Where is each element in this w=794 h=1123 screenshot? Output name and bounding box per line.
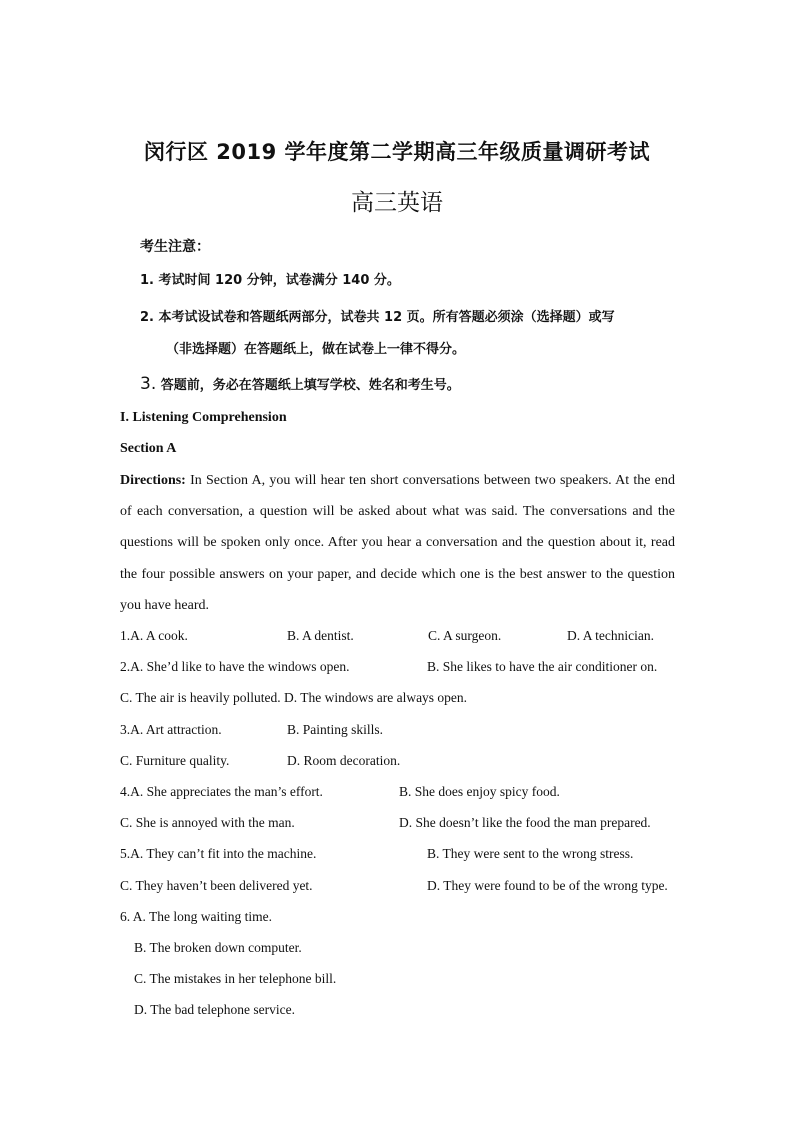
directions-text: In Section A, you will hear ten short conversations between two speakers. At the end of each conversation, a question will be asked about what was said. The conversations and the questions will be spoken only once. After you hear a conversation and the question about it, read the four possible answers on your paper, and decide which one is the best answer to the question you have heard. xyxy=(120,473,675,613)
q1-option-d: D. A technician. xyxy=(567,628,654,643)
q2-options-c-d: C. The air is heavily polluted. D. The windows are always open. xyxy=(120,690,468,705)
q2-option-a: 2.A. She’d like to have the windows open. xyxy=(120,659,350,674)
q1-option-b: B. A dentist. xyxy=(287,628,354,643)
directions-paragraph xyxy=(120,465,675,621)
section-a-heading: Section A xyxy=(120,441,177,456)
notice-item-3 xyxy=(140,374,460,394)
q3-option-b: B. Painting skills. xyxy=(287,722,384,737)
q3-option-a: 3.A. Art attraction. xyxy=(120,722,222,737)
q6-option-a: 6. A. The long waiting time. xyxy=(120,909,272,924)
q3-option-c: C. Furniture quality. xyxy=(120,753,230,768)
q3-option-d: D. Room decoration. xyxy=(287,753,401,768)
q5-option-b: B. They were sent to the wrong stress. xyxy=(427,846,634,861)
q6-option-c: C. The mistakes in her telephone bill. xyxy=(134,971,337,986)
q2-option-b: B. She likes to have the air conditioner on. xyxy=(427,659,658,674)
notice-item-1: 1. 考试时间 120 分钟，试卷满分 140 分。 xyxy=(140,273,400,288)
q6-option-b: B. The broken down computer. xyxy=(134,940,302,955)
q6-option-d: D. The bad telephone service. xyxy=(134,1002,295,1017)
q5-option-a: 5.A. They can’t fit into the machine. xyxy=(120,846,317,861)
q1-option-a: 1.A. A cook. xyxy=(120,628,188,643)
notice-item-2-line-2: （非选择题）在答题纸上，做在试卷上一律不得分。 xyxy=(166,342,466,357)
exam-subtitle: 高三英语 xyxy=(351,190,443,216)
part-heading: I. Listening Comprehension xyxy=(120,410,287,425)
notice-item-2-line-1: 2. 本考试设试卷和答题纸两部分，试卷共 12 页。所有答题必须涂（选择题）或写 xyxy=(140,310,615,325)
exam-title: 闵行区 2019 学年度第二学期高三年级质量调研考试 xyxy=(143,140,651,164)
directions-label: Directions: xyxy=(120,473,186,488)
q4-option-b: B. She does enjoy spicy food. xyxy=(399,784,560,799)
q4-option-a: 4.A. She appreciates the man’s effort. xyxy=(120,784,323,799)
notice-heading: 考生注意： xyxy=(140,239,210,255)
notice-item-3-number: 3. xyxy=(140,374,157,394)
q1-option-c: C. A surgeon. xyxy=(428,628,502,643)
q4-option-d: D. She doesn’t like the food the man prepared. xyxy=(399,815,651,830)
notice-item-3-text: 答题前，务必在答题纸上填写学校、姓名和考生号。 xyxy=(156,378,460,393)
q5-option-c: C. They haven’t been delivered yet. xyxy=(120,878,313,893)
q5-option-d: D. They were found to be of the wrong type. xyxy=(427,878,668,893)
q4-option-c: C. She is annoyed with the man. xyxy=(120,815,295,830)
